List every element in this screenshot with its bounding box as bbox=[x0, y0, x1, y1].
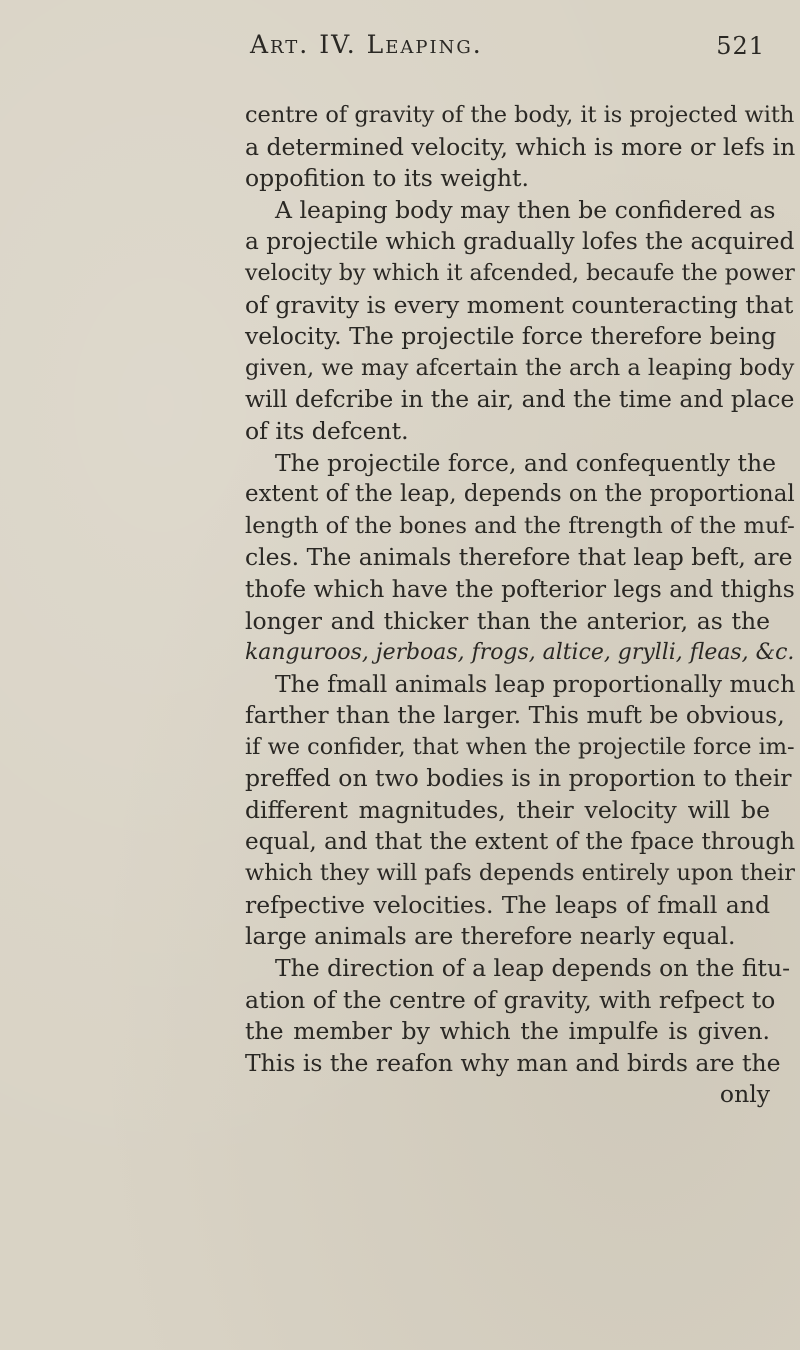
text-line: ation of the centre of gravity, with refpect to bbox=[245, 985, 776, 1014]
page-number: 521 bbox=[716, 32, 765, 60]
text-line: equal, and that the extent of the fpace through bbox=[245, 828, 796, 855]
text-line: thofe which have the pofterior legs and thighs bbox=[245, 574, 795, 603]
text-line: refpective velocities. The leaps of fmall and bbox=[245, 890, 770, 919]
text-line: The projectile force, and confequently the bbox=[275, 448, 777, 477]
text-line: cles. The animals therefore that leap beft, are bbox=[245, 543, 793, 572]
page-header bbox=[0, 30, 800, 70]
text-line: given, we may afcertain the arch a leaping body bbox=[245, 354, 795, 381]
text-line: the member by which the impulfe is given. bbox=[245, 1017, 770, 1046]
running-title: Art. IV. Leaping. bbox=[250, 30, 483, 59]
text-line: of its defcent. bbox=[245, 416, 409, 445]
text-line: different magnitudes, their velocity will be bbox=[245, 796, 770, 825]
text-line: longer and thicker than the anterior, as the bbox=[245, 606, 770, 635]
text-line: a projectile which gradually lofes the acquired bbox=[245, 228, 795, 256]
body-text bbox=[245, 100, 796, 1111]
text-line: if we confider, that when the projectile force im- bbox=[245, 733, 795, 760]
text-line: will defcribe in the air, and the time and place bbox=[245, 385, 795, 414]
text-line: preffed on two bodies is in proportion to their bbox=[245, 764, 792, 793]
text-line: only bbox=[719, 1080, 770, 1109]
text-line: extent of the leap, depends on the proportional bbox=[245, 481, 795, 508]
text-line: A leaping body may then be confidered as bbox=[275, 195, 776, 224]
text-line: large animals are therefore nearly equal. bbox=[245, 922, 736, 951]
text-line: which they will pafs depends entirely upon their bbox=[245, 860, 795, 887]
text-line: velocity by which it afcended, becaufe the power bbox=[245, 259, 795, 286]
text-line: The direction of a leap depends on the fitu- bbox=[275, 954, 791, 983]
text-line: The fmall animals leap proportionally much bbox=[275, 669, 796, 698]
text-line: centre of gravity of the body, it is projected with bbox=[245, 102, 795, 128]
text-line: velocity. The projectile force therefore being bbox=[245, 322, 777, 351]
text-line: length of the bones and the ftrength of the muf- bbox=[245, 512, 795, 539]
text-line: kanguroos, jerboas, frogs, altice, grylli, fleas, &c. bbox=[245, 640, 795, 666]
text-line: of gravity is every moment counteracting that bbox=[245, 290, 794, 319]
text-line: farther than the larger. This muft be obvious, bbox=[245, 701, 785, 730]
text-line: oppofition to its weight. bbox=[245, 164, 529, 193]
text-line: a determined velocity, which is more or lefs in bbox=[245, 132, 796, 161]
text-line: This is the reafon why man and birds are the bbox=[245, 1048, 781, 1077]
